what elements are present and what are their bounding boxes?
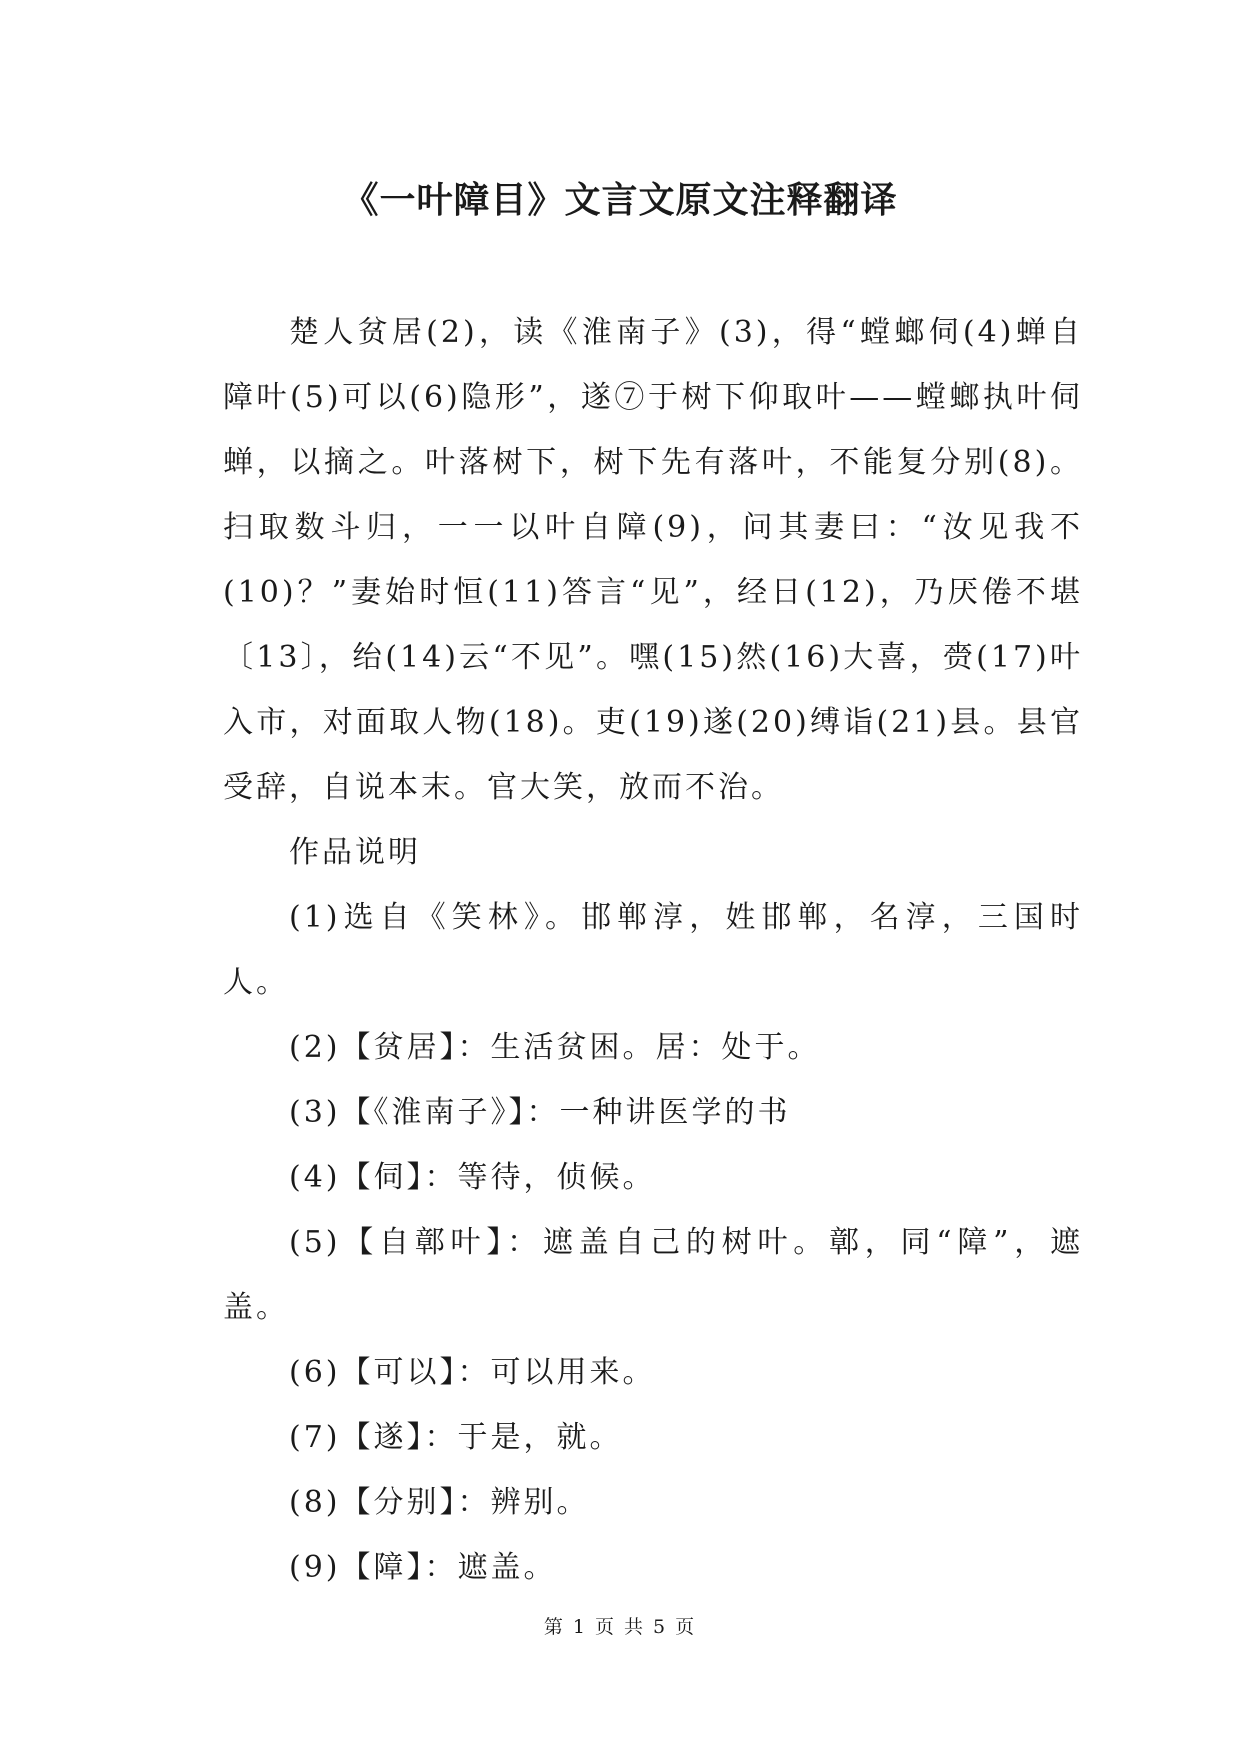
annotation-7: (7)【遂】：于是，就。	[289, 1420, 623, 1455]
main-text-paragraph: 楚人贫居(2)，读《淮南子》(3)，得“螳螂伺(4)蝉自障叶(5)可以(6)隐形”，遂⑦于树下仰取叶——螳螂执叶伺蝉，以摘之。叶落树下，树下先有落叶，不能复分别(8)。扫取数斗归，一一以叶自障(9)，问其妻曰：“汝见我不(10)？”妻始时恒(11)答言“见”，经日(12)，乃厌倦不堪〔13〕，绐(14)云“不见”。嘿(15)然(16)大喜，赍(17)叶入市，对面取人物(18)。吏(19)遂(20)缚诣(21)县。县官受辞，自说本末。官大笑，放而不治。	[223, 315, 1083, 805]
section-heading-work-notes: 作品说明	[289, 835, 421, 870]
annotation-4: (4)【伺】：等待，侦候。	[289, 1160, 656, 1195]
document-body	[223, 300, 1083, 1600]
annotation-3: (3)【《淮南子》】：一种讲医学的书	[289, 1095, 791, 1130]
page-number: 1	[572, 1616, 587, 1638]
page-footer	[0, 1612, 1240, 1639]
page-label-prefix: 第	[543, 1616, 565, 1638]
page-label-suffix: 页	[675, 1616, 697, 1638]
annotation-8: (8)【分别】：辨别。	[289, 1485, 590, 1520]
annotation-2: (2)【贫居】：生活贫困。居：处于。	[289, 1030, 821, 1065]
annotation-5: (5)【自鄣叶】：遮盖自己的树叶。鄣，同“障”，遮盖。	[223, 1225, 1083, 1325]
page-total: 5	[653, 1616, 668, 1638]
document-title: 《一叶障目》文言文原文注释翻译	[342, 179, 898, 221]
annotation-1: (1)选自《笑林》。邯郸淳，姓邯郸，名淳，三国时人。	[223, 900, 1083, 1000]
annotation-6: (6)【可以】：可以用来。	[289, 1355, 656, 1390]
page-label-mid: 页 共	[594, 1616, 646, 1638]
annotation-9: (9)【障】：遮盖。	[289, 1550, 557, 1585]
